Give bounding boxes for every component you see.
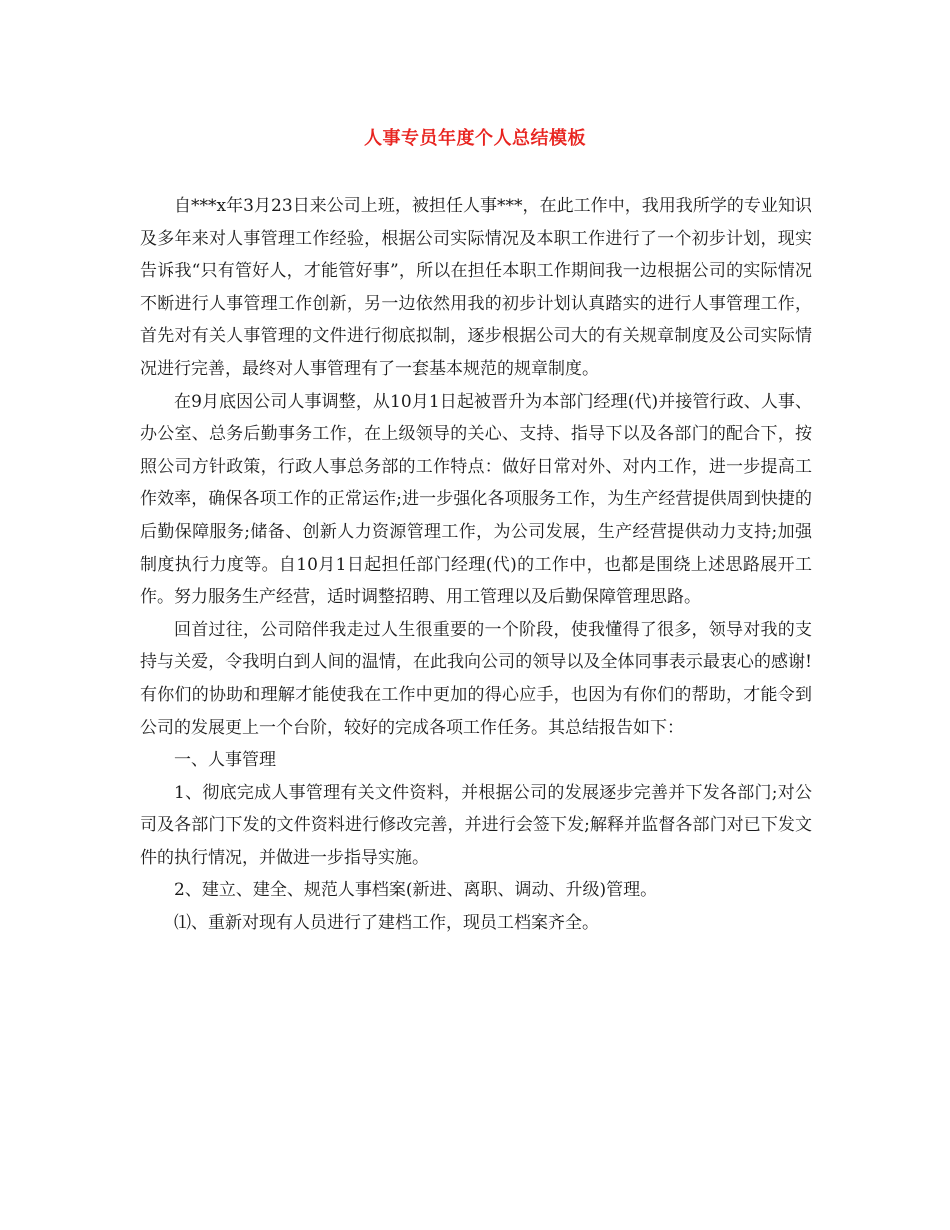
list-item-2: 2、建立、建全、规范人事档案(新进、离职、调动、升级)管理。 — [174, 880, 658, 901]
document-title: 人事专员年度个人总结模板 — [364, 128, 586, 149]
document-body — [140, 190, 812, 940]
paragraph-promotion: 在9月底因公司人事调整，从10月1日起被晋升为本部门经理(代)并接管行政、人事、办公室、总务后勤事务工作，在上级领导的关心、支持、指导下以及各部门的配合下，按照公司方针政策，行政人事总务部的工作特点：做好日常对外、对内工作，进一步提高工作效率，确保各项工作的正常运作;进一步强化各项服务工作，为生产经营提供周到快捷的后勤保障服务;储备、创新人力资源管理工作，为公司发展，生产经营提供动力支持;加强制度执行力度等。自10月1日起担任部门经理(代)的工作中，也都是围绕上述思路展开工作。努力服务生产经营，适时调整招聘、用工管理以及后勤保障管理思路。 — [140, 391, 812, 608]
section-heading-hr-management: 一、人事管理 — [174, 750, 276, 771]
sub-list-item-1: ⑴、重新对现有人员进行了建档工作，现员工档案齐全。 — [174, 913, 599, 934]
paragraph-gratitude: 回首过往，公司陪伴我走过人生很重要的一个阶段，使我懂得了很多，领导对我的支持与关爱，令我明白到人间的温情，在此我向公司的领导以及全体同事表示最衷心的感谢!有你们的协助和理解才能使我在工作中更加的得心应手，也因为有你们的帮助，才能令到公司的发展更上一个台阶，较好的完成各项工作任务。其总结报告如下： — [140, 619, 812, 738]
paragraph-intro: 自***x年3月23日来公司上班，被担任人事***，在此工作中，我用我所学的专业知识及多年来对人事管理工作经验，根据公司实际情况及本职工作进行了一个初步计划，现实告诉我“只有管好人，才能管好事”，所以在担任本职工作期间我一边根据公司的实际情况不断进行人事管理工作创新，另一边依然用我的初步计划认真踏实的进行人事管理工作，首先对有关人事管理的文件进行彻底拟制，逐步根据公司大的有关规章制度及公司实际情况进行完善，最终对人事管理有了一套基本规范的规章制度。 — [140, 196, 812, 379]
list-item-1: 1、彻底完成人事管理有关文件资料，并根据公司的发展逐步完善并下发各部门;对公司及各部门下发的文件资料进行修改完善，并进行会签下发;解释并监督各部门对已下发文件的执行情况，并做进一步指导实施。 — [140, 782, 812, 868]
